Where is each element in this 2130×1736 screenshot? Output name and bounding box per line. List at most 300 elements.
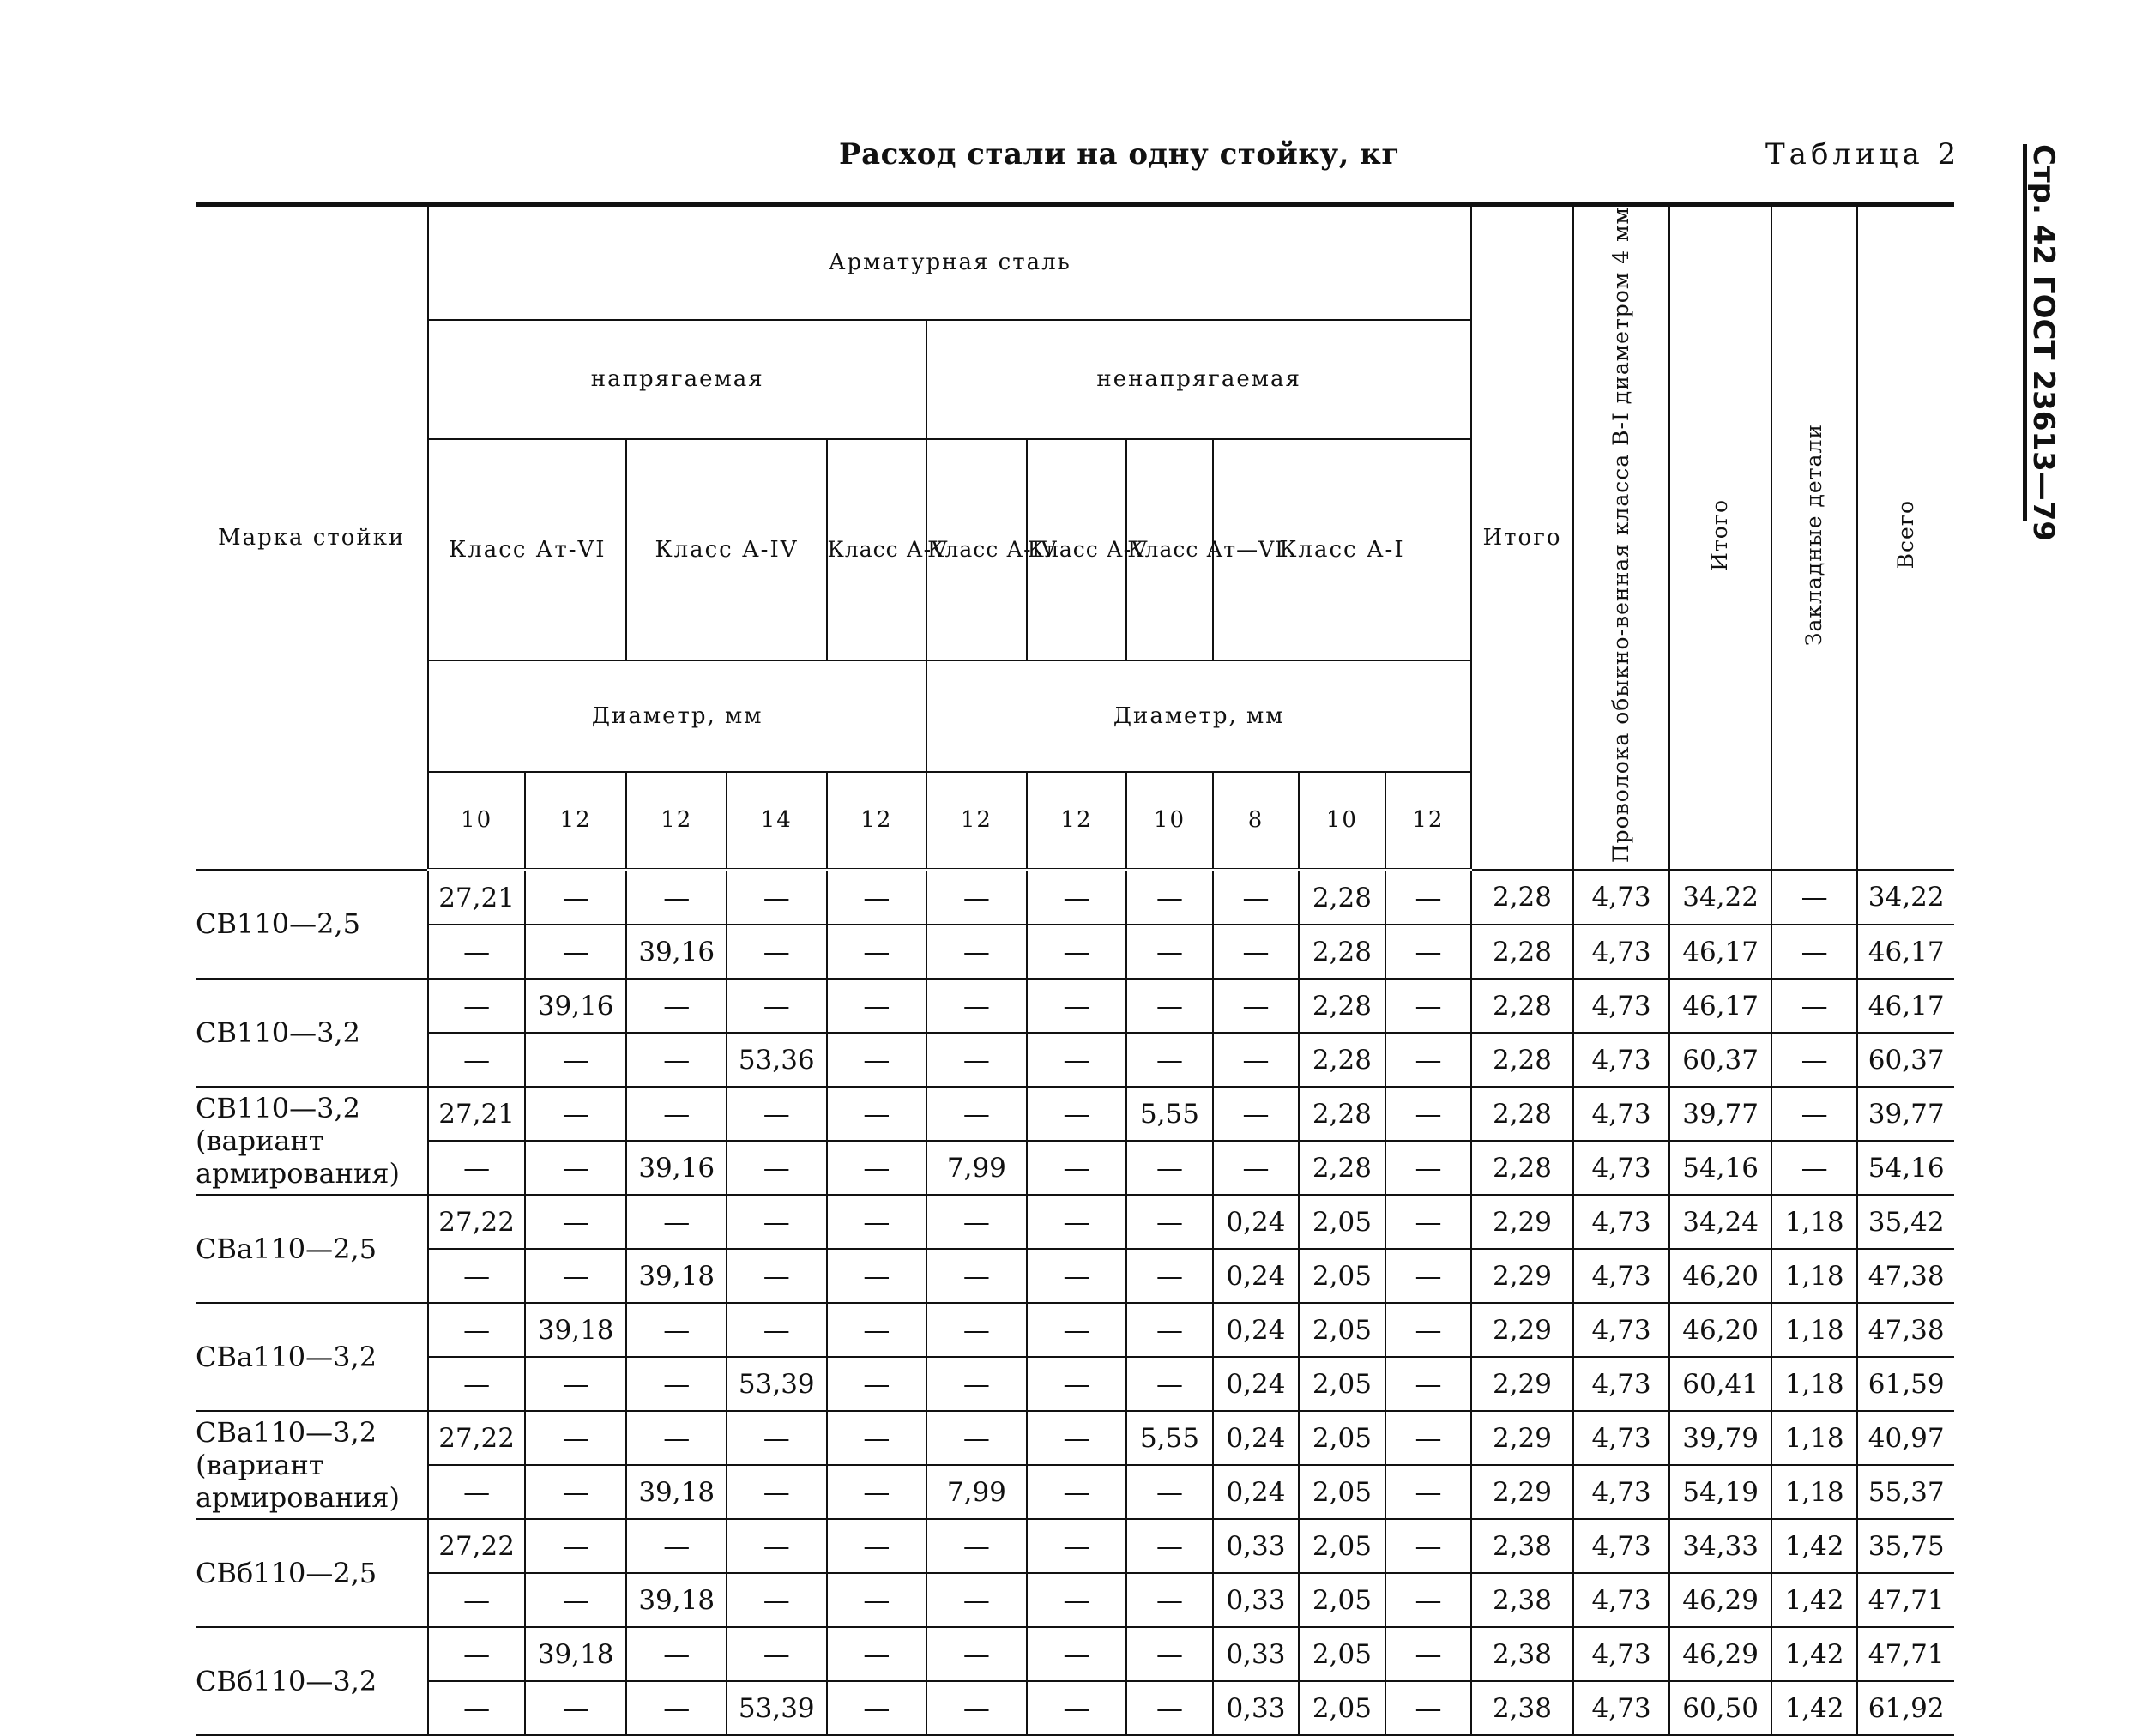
row-mark: СВ110—3,2 (вариант армирования) [196, 1087, 428, 1195]
table-cell: — [428, 1357, 525, 1411]
header-embedded [1771, 205, 1857, 871]
table-cell: 47,38 [1857, 1249, 1954, 1303]
table-row [196, 1627, 1954, 1681]
table-cell: 4,73 [1573, 925, 1670, 979]
table-cell: 4,73 [1573, 1303, 1670, 1357]
table-cell: 27,22 [428, 1195, 525, 1249]
table-cell: — [1385, 1519, 1472, 1573]
header-diameter-value: 10 [1126, 772, 1212, 870]
table-cell: — [525, 1357, 627, 1411]
header-itogo-1: Итого [1471, 205, 1573, 871]
table-cell: 39,18 [626, 1573, 727, 1627]
table-cell: — [1213, 979, 1299, 1033]
table-cell: 27,22 [428, 1411, 525, 1465]
table-cell: — [525, 1249, 627, 1303]
table-cell: — [1213, 1033, 1299, 1087]
table-cell: — [1385, 1033, 1472, 1087]
table-cell: 2,28 [1471, 925, 1573, 979]
table-cell: 61,92 [1857, 1681, 1954, 1735]
table-cell: 60,37 [1857, 1033, 1954, 1087]
table-cell: 39,77 [1669, 1087, 1771, 1141]
header-diameter-value: 12 [926, 772, 1027, 870]
table-cell: 35,42 [1857, 1195, 1954, 1249]
table-cell: 0,24 [1213, 1411, 1299, 1465]
header-itogo-2 [1669, 205, 1771, 871]
header-total [1857, 205, 1954, 871]
table-cell: 4,73 [1573, 1195, 1670, 1249]
table-cell: 60,50 [1669, 1681, 1771, 1735]
table-cell: 1,18 [1771, 1303, 1857, 1357]
table-cell: 2,05 [1299, 1465, 1385, 1519]
table-cell: — [1126, 1573, 1212, 1627]
table-cell: — [525, 1519, 627, 1573]
table-cell: — [428, 979, 525, 1033]
table-cell: — [1126, 1465, 1212, 1519]
table-cell: — [525, 1411, 627, 1465]
table-cell: 4,73 [1573, 1357, 1670, 1411]
table-cell: 2,38 [1471, 1627, 1573, 1681]
table-cell: — [827, 925, 927, 979]
table-cell: — [1771, 1033, 1857, 1087]
table-cell: — [727, 870, 827, 925]
table-row [196, 1357, 1954, 1411]
table-cell: 5,55 [1126, 1411, 1212, 1465]
table-cell: 1,42 [1771, 1627, 1857, 1681]
table-cell: 2,28 [1299, 979, 1385, 1033]
table-cell: — [1027, 1627, 1127, 1681]
table-cell: — [926, 925, 1027, 979]
table-cell: — [1126, 1357, 1212, 1411]
table-cell: — [1385, 1303, 1472, 1357]
table-cell: 2,05 [1299, 1195, 1385, 1249]
table-cell: 2,05 [1299, 1627, 1385, 1681]
table-cell: — [827, 1465, 927, 1519]
table-cell: — [727, 1195, 827, 1249]
table-cell: — [727, 1141, 827, 1195]
header-diameter-value: 12 [626, 772, 727, 870]
table-title: Расход стали на одну стойку, кг [839, 137, 1400, 172]
table-cell: 39,18 [525, 1627, 627, 1681]
table-cell: — [727, 1249, 827, 1303]
table-cell: 0,33 [1213, 1573, 1299, 1627]
table-cell: — [1027, 1249, 1127, 1303]
table-cell: — [1027, 1411, 1127, 1465]
table-cell: — [1126, 1519, 1212, 1573]
table-cell: — [428, 1141, 525, 1195]
table-cell: 2,05 [1299, 1573, 1385, 1627]
table-cell: 2,28 [1299, 925, 1385, 979]
table-cell: — [926, 1681, 1027, 1735]
table-cell: 27,22 [428, 1519, 525, 1573]
table-cell: 2,29 [1471, 1303, 1573, 1357]
row-mark: СВа110—3,2 (вариант армирования) [196, 1411, 428, 1519]
table-cell: — [926, 1627, 1027, 1681]
header-diameter-prestressed: Диаметр, мм [428, 660, 926, 771]
table-cell: — [827, 1573, 927, 1627]
table-cell: 39,18 [626, 1249, 727, 1303]
table-cell: 2,28 [1471, 1087, 1573, 1141]
table-cell: 46,17 [1857, 925, 1954, 979]
table-cell: — [827, 870, 927, 925]
table-cell: 53,39 [727, 1357, 827, 1411]
table-cell: 2,38 [1471, 1573, 1573, 1627]
row-mark: СВб110—2,5 [196, 1519, 428, 1627]
table-cell: — [428, 1033, 525, 1087]
table-cell: 1,18 [1771, 1465, 1857, 1519]
table-cell: 4,73 [1573, 1465, 1670, 1519]
table-cell: 46,17 [1669, 979, 1771, 1033]
table-cell: 53,36 [727, 1033, 827, 1087]
table-cell: 2,29 [1471, 1357, 1573, 1411]
table-cell: 0,33 [1213, 1519, 1299, 1573]
table-cell: 46,17 [1857, 979, 1954, 1033]
table-row [196, 1303, 1954, 1357]
table-cell: — [525, 1141, 627, 1195]
table-cell: — [727, 925, 827, 979]
table-cell: — [1027, 1033, 1127, 1087]
table-cell: — [1027, 1357, 1127, 1411]
row-mark: СВа110—3,2 [196, 1303, 428, 1411]
header-class-a-v-np: Класс А-V [1027, 439, 1127, 661]
table-cell: 0,24 [1213, 1303, 1299, 1357]
header-wire [1573, 205, 1670, 871]
table-cell: — [1385, 1411, 1472, 1465]
table-cell: — [926, 870, 1027, 925]
table-cell: — [1126, 1195, 1212, 1249]
table-cell: 0,24 [1213, 1465, 1299, 1519]
table-cell: — [428, 925, 525, 979]
table-row [196, 979, 1954, 1033]
table-cell: — [428, 1573, 525, 1627]
table-cell: — [626, 1519, 727, 1573]
header-prestressed: напрягаемая [428, 320, 926, 439]
row-mark: СВа110—2,5 [196, 1195, 428, 1303]
table-cell: — [1027, 1195, 1127, 1249]
row-mark: СВб110—3,2 [196, 1627, 428, 1735]
table-cell: — [1385, 1357, 1472, 1411]
table-cell: — [1126, 1627, 1212, 1681]
header-class-a-iv-np: Класс А-IV [926, 439, 1027, 661]
table-row [196, 1249, 1954, 1303]
table-cell: 2,29 [1471, 1195, 1573, 1249]
table-cell: 61,59 [1857, 1357, 1954, 1411]
table-cell: 1,18 [1771, 1357, 1857, 1411]
table-cell: — [827, 1195, 927, 1249]
table-cell: 47,38 [1857, 1303, 1954, 1357]
table-cell: 2,28 [1471, 870, 1573, 925]
table-row [196, 870, 1954, 925]
row-mark: СВ110—3,2 [196, 979, 428, 1087]
table-cell: 60,37 [1669, 1033, 1771, 1087]
table-cell: — [827, 979, 927, 1033]
table-cell: — [926, 979, 1027, 1033]
table-row [196, 1033, 1954, 1087]
header-diameter-value: 12 [1385, 772, 1472, 870]
table-cell: — [525, 1573, 627, 1627]
table-cell: 34,33 [1669, 1519, 1771, 1573]
page-reference: Стр. 42 ГОСТ 23613—79 [2026, 144, 2061, 542]
table-cell: — [827, 1141, 927, 1195]
table-cell: — [727, 1573, 827, 1627]
table-cell: — [827, 1357, 927, 1411]
table-cell: — [926, 1411, 1027, 1465]
table-cell: 4,73 [1573, 1627, 1670, 1681]
table-cell: 39,16 [626, 925, 727, 979]
table-cell: 1,18 [1771, 1249, 1857, 1303]
table-cell: — [1126, 870, 1212, 925]
table-cell: — [827, 1249, 927, 1303]
table-row [196, 1411, 1954, 1465]
table-cell: 4,73 [1573, 1033, 1670, 1087]
table-cell: — [926, 1357, 1027, 1411]
table-cell: 0,24 [1213, 1195, 1299, 1249]
table-cell: — [827, 1627, 927, 1681]
table-cell: 4,73 [1573, 1087, 1670, 1141]
header-diameter-value: 8 [1213, 772, 1299, 870]
table-cell: — [1027, 1681, 1127, 1735]
table-cell: 2,05 [1299, 1357, 1385, 1411]
table-cell: 1,18 [1771, 1411, 1857, 1465]
table-cell: 39,79 [1669, 1411, 1771, 1465]
table-cell: 7,99 [926, 1141, 1027, 1195]
table-cell: 4,73 [1573, 1249, 1670, 1303]
table-cell: 0,33 [1213, 1627, 1299, 1681]
table-cell: — [727, 1519, 827, 1573]
table-cell: 4,73 [1573, 1681, 1670, 1735]
header-embedded-label: Закладные детали [1801, 424, 1826, 647]
table-cell: — [1771, 979, 1857, 1033]
table-cell: — [1213, 870, 1299, 925]
table-cell: — [525, 925, 627, 979]
table-cell: 1,42 [1771, 1519, 1857, 1573]
table-cell: 46,29 [1669, 1627, 1771, 1681]
table-cell: 39,77 [1857, 1087, 1954, 1141]
table-cell: — [626, 1303, 727, 1357]
table-cell: 2,05 [1299, 1681, 1385, 1735]
table-cell: 39,18 [626, 1465, 727, 1519]
table-cell: 4,73 [1573, 1141, 1670, 1195]
table-cell: — [727, 1303, 827, 1357]
table-cell: 47,71 [1857, 1627, 1954, 1681]
table-cell: — [827, 1087, 927, 1141]
table-cell: — [1027, 925, 1127, 979]
table-cell: 2,38 [1471, 1519, 1573, 1573]
table-cell: — [1126, 1681, 1212, 1735]
table-cell: — [1385, 1573, 1472, 1627]
table-cell: — [1213, 1087, 1299, 1141]
table-cell: — [1027, 1465, 1127, 1519]
table-cell: — [626, 870, 727, 925]
table-cell: — [1771, 1141, 1857, 1195]
table-cell: 54,19 [1669, 1465, 1771, 1519]
table-cell: — [926, 1087, 1027, 1141]
table-cell: 2,28 [1299, 1087, 1385, 1141]
table-cell: 4,73 [1573, 1573, 1670, 1627]
header-diameter-value: 10 [428, 772, 525, 870]
header-class-a-i: Класс А-I [1213, 439, 1471, 661]
header-diameter-value: 10 [1299, 772, 1385, 870]
table-cell: — [1385, 1627, 1472, 1681]
table-body [196, 870, 1954, 1735]
table-cell: — [926, 1573, 1027, 1627]
table-cell: — [1385, 1465, 1472, 1519]
header-wire-label: Проволока обыкно-венная класса В-I диаметром 4 мм [1608, 207, 1633, 864]
table-cell: 46,17 [1669, 925, 1771, 979]
table-cell: — [1385, 979, 1472, 1033]
table-cell: — [626, 1195, 727, 1249]
table-cell: — [1385, 1087, 1472, 1141]
table-cell: — [428, 1303, 525, 1357]
table-cell: — [428, 1681, 525, 1735]
table-cell: — [626, 1357, 727, 1411]
table-cell: 2,05 [1299, 1303, 1385, 1357]
table-cell: — [1126, 1249, 1212, 1303]
header-class-a-iv: Класс А-IV [626, 439, 826, 661]
table-cell: 4,73 [1573, 1411, 1670, 1465]
header-diameter-value: 12 [827, 772, 927, 870]
table-cell: — [525, 1087, 627, 1141]
table-cell: — [1126, 1033, 1212, 1087]
table-cell: 39,16 [525, 979, 627, 1033]
table-cell: 54,16 [1857, 1141, 1954, 1195]
table-cell: 0,24 [1213, 1357, 1299, 1411]
header-class-a-v: Класс А-V [827, 439, 927, 661]
table-cell: — [1027, 1573, 1127, 1627]
row-mark: СВ110—2,5 [196, 870, 428, 979]
table-cell: 5,55 [1126, 1087, 1212, 1141]
table-cell: 60,41 [1669, 1357, 1771, 1411]
table-cell: — [525, 870, 627, 925]
table-cell: — [1027, 1303, 1127, 1357]
table-cell: — [626, 1627, 727, 1681]
table-cell: 39,16 [626, 1141, 727, 1195]
table-cell: — [626, 1681, 727, 1735]
table-cell: 2,29 [1471, 1411, 1573, 1465]
table-cell: 27,21 [428, 870, 525, 925]
table-cell: — [1126, 1141, 1212, 1195]
header-diameter-value: 12 [525, 772, 627, 870]
table-cell: — [727, 1627, 827, 1681]
table-cell: — [1213, 925, 1299, 979]
table-cell: — [926, 1519, 1027, 1573]
table-cell: 2,05 [1299, 1249, 1385, 1303]
table-cell: 2,05 [1299, 1519, 1385, 1573]
table-cell: — [1385, 1141, 1472, 1195]
table-cell: — [626, 1087, 727, 1141]
table-cell: 34,22 [1857, 870, 1954, 925]
table-cell: — [1385, 1681, 1472, 1735]
table-cell: — [1385, 925, 1472, 979]
table-cell: — [926, 1195, 1027, 1249]
table-cell: — [626, 1411, 727, 1465]
table-row [196, 925, 1954, 979]
table-row [196, 1195, 1954, 1249]
table-cell: — [1027, 870, 1127, 925]
table-row [196, 1681, 1954, 1735]
table-cell: — [1771, 1087, 1857, 1141]
table-cell: — [1027, 1141, 1127, 1195]
table-row [196, 1465, 1954, 1519]
table-cell: 54,16 [1669, 1141, 1771, 1195]
header-diameter-value: 12 [1027, 772, 1127, 870]
table-cell: — [1027, 1087, 1127, 1141]
table-cell: 27,21 [428, 1087, 525, 1141]
table-cell: 1,42 [1771, 1573, 1857, 1627]
table-cell: 46,20 [1669, 1303, 1771, 1357]
table-row [196, 1573, 1954, 1627]
table-cell: 40,97 [1857, 1411, 1954, 1465]
table-cell: — [1027, 979, 1127, 1033]
table-row [196, 1141, 1954, 1195]
table-cell: — [926, 1303, 1027, 1357]
table-cell: 4,73 [1573, 870, 1670, 925]
table-cell: — [428, 1465, 525, 1519]
header-itogo-2-label: Итого [1707, 498, 1733, 571]
table-cell: 2,29 [1471, 1465, 1573, 1519]
header-mark: Марка стойки [196, 205, 428, 871]
steel-consumption-table [196, 202, 1954, 1736]
table-cell: 4,73 [1573, 979, 1670, 1033]
table-cell: — [727, 979, 827, 1033]
table-cell: — [827, 1411, 927, 1465]
table-cell: 4,73 [1573, 1519, 1670, 1573]
table-cell: — [727, 1411, 827, 1465]
table-cell: — [827, 1033, 927, 1087]
table-cell: 39,18 [525, 1303, 627, 1357]
table-cell: 46,20 [1669, 1249, 1771, 1303]
table-cell: 2,28 [1471, 1033, 1573, 1087]
header-class-at-vi-np: Класс Ат—VI [1126, 439, 1212, 661]
table-cell: 0,33 [1213, 1681, 1299, 1735]
table-cell: — [525, 1681, 627, 1735]
table-cell: — [1385, 1195, 1472, 1249]
table-cell: — [827, 1519, 927, 1573]
table-cell: 2,38 [1471, 1681, 1573, 1735]
table-cell: 34,24 [1669, 1195, 1771, 1249]
table-cell: 55,37 [1857, 1465, 1954, 1519]
table-cell: — [428, 1249, 525, 1303]
table-cell: 2,28 [1471, 979, 1573, 1033]
header-armature-steel: Арматурная сталь [428, 205, 1471, 320]
table-cell: 35,75 [1857, 1519, 1954, 1573]
table-cell: — [525, 1195, 627, 1249]
table-cell: — [727, 1465, 827, 1519]
table-cell: — [1385, 870, 1472, 925]
table-cell: — [1213, 1141, 1299, 1195]
table-cell: 0,24 [1213, 1249, 1299, 1303]
table-cell: — [1027, 1519, 1127, 1573]
table-cell: — [1771, 925, 1857, 979]
table-cell: — [525, 1465, 627, 1519]
table-cell: 34,22 [1669, 870, 1771, 925]
table-cell: 2,28 [1471, 1141, 1573, 1195]
table-cell: — [626, 1033, 727, 1087]
table-cell: 46,29 [1669, 1573, 1771, 1627]
header-diameter-nonprestressed: Диаметр, мм [926, 660, 1471, 771]
table-cell: — [926, 1033, 1027, 1087]
table-row [196, 1519, 1954, 1573]
header-class-at-vi: Класс Ат-VI [428, 439, 626, 661]
table-cell: 7,99 [926, 1465, 1027, 1519]
table-cell: — [926, 1249, 1027, 1303]
table-cell: 47,71 [1857, 1573, 1954, 1627]
table-cell: 1,18 [1771, 1195, 1857, 1249]
table-cell: — [1126, 925, 1212, 979]
table-number: Таблица 2 [1765, 137, 1961, 172]
table-cell: 2,28 [1299, 1033, 1385, 1087]
table-cell: — [1771, 870, 1857, 925]
table-cell: — [626, 979, 727, 1033]
